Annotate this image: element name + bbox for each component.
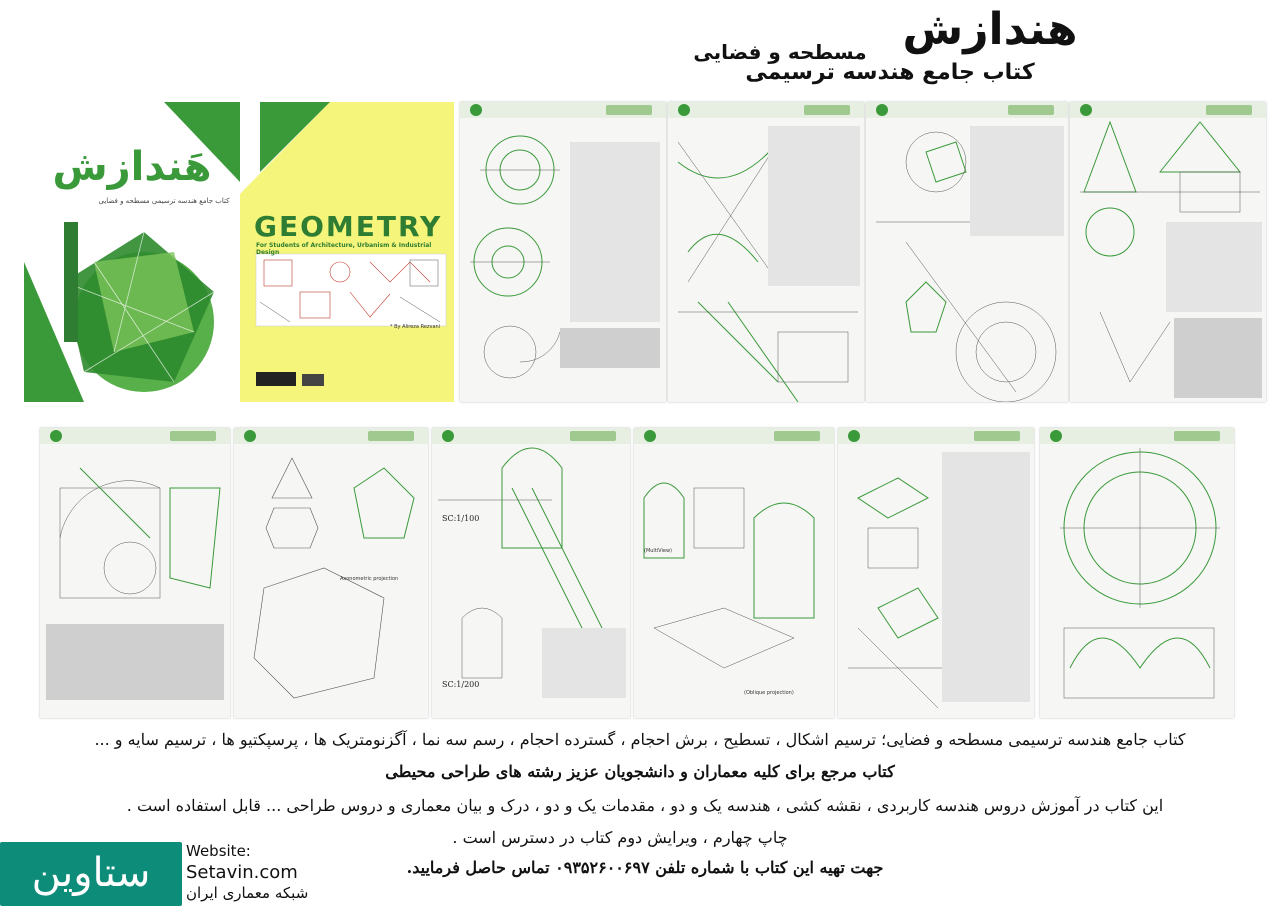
page-drawing: [1040, 428, 1234, 718]
page-text-block: [570, 142, 660, 322]
book-page-7: [432, 428, 630, 718]
page-text-block: [542, 628, 626, 698]
cover-subtitle: کتاب جامع هندسه ترسیمی مسطحه و فضایی: [98, 197, 230, 205]
page-text-block: [970, 126, 1064, 236]
logo-tagline: شبکه معماری ایران: [186, 884, 309, 902]
oblique-label: (Oblique projection): [744, 690, 794, 696]
body-line-2: کتاب مرجع برای کلیه معماران و دانشجویان عزیز رشته های طراحی محیطی: [385, 762, 895, 781]
book-page-10: [1040, 428, 1234, 718]
body-line-5: جهت تهیه این کتاب با شماره تلفن ۰۹۳۵۲۶۰۰۶۹۷ تماس حاصل فرمایید.: [406, 858, 884, 877]
book-page-5: [40, 428, 230, 718]
website-link[interactable]: Setavin.com: [186, 862, 298, 883]
page-note-block: [1174, 318, 1262, 398]
page-subtitle-small: مسطحه و فضایی: [693, 40, 867, 64]
book-page-1: [460, 102, 666, 402]
body-line-3: این کتاب در آموزش دروس هندسه کاربردی ، نقشه کشی ، هندسه یک و دو ، مقدمات یک و دو ، درک و بیان معماری و دروس طراحی ... قابل استفاده است .: [126, 796, 1164, 815]
book-page-6: [234, 428, 428, 718]
book-page-4: [1070, 102, 1266, 402]
persian-cover: [24, 102, 240, 402]
book-page-9: [838, 428, 1034, 718]
page-text-block: [942, 452, 1030, 702]
book-page-8: [634, 428, 834, 718]
cover-en-author: * By Alireza Rezvani: [390, 324, 441, 330]
book-page-3: [866, 102, 1068, 402]
body-line-4: چاپ چهارم ، ویرایش دوم کتاب در دسترس است .: [452, 828, 788, 847]
page-drawing: [234, 428, 428, 718]
multiview-label: (MultiView): [644, 548, 672, 554]
cover-en-subtitle: For Students of Architecture, Urbanism & Industrial Design: [256, 242, 432, 256]
logo-brand-text: ستاوین: [31, 850, 151, 896]
scale-label-100: SC:1/100: [442, 514, 480, 523]
page-note-block: [46, 624, 224, 700]
scale-label-200: SC:1/200: [442, 680, 480, 689]
page-subtitle: کتاب جامع هندسه ترسیمی: [745, 60, 1035, 85]
axonometric-label: Axonometric projection: [340, 576, 399, 582]
body-line-1: کتاب جامع هندسه ترسیمی مسطحه و فضایی؛ ترسیم اشکال ، تسطیح ، برش احجام ، گسترده احجام ، رسم سه نما ، آگزنومتریک ها ، پرسپکتیو ها ، ترسیم سایه و ...: [94, 730, 1186, 749]
page-text-block: [768, 126, 860, 286]
cover-en-title: GEOMETRY: [254, 210, 443, 243]
page-title: هندازش: [902, 4, 1078, 55]
setavin-logo[interactable]: [0, 842, 182, 906]
page-drawing: [634, 428, 834, 718]
website-label: Website:: [186, 842, 251, 860]
page-note-block: [560, 328, 660, 368]
page-text-block: [1166, 222, 1262, 312]
english-cover: [240, 102, 454, 402]
book-page-2: [668, 102, 864, 402]
cover-title: هَندازش: [52, 144, 212, 190]
